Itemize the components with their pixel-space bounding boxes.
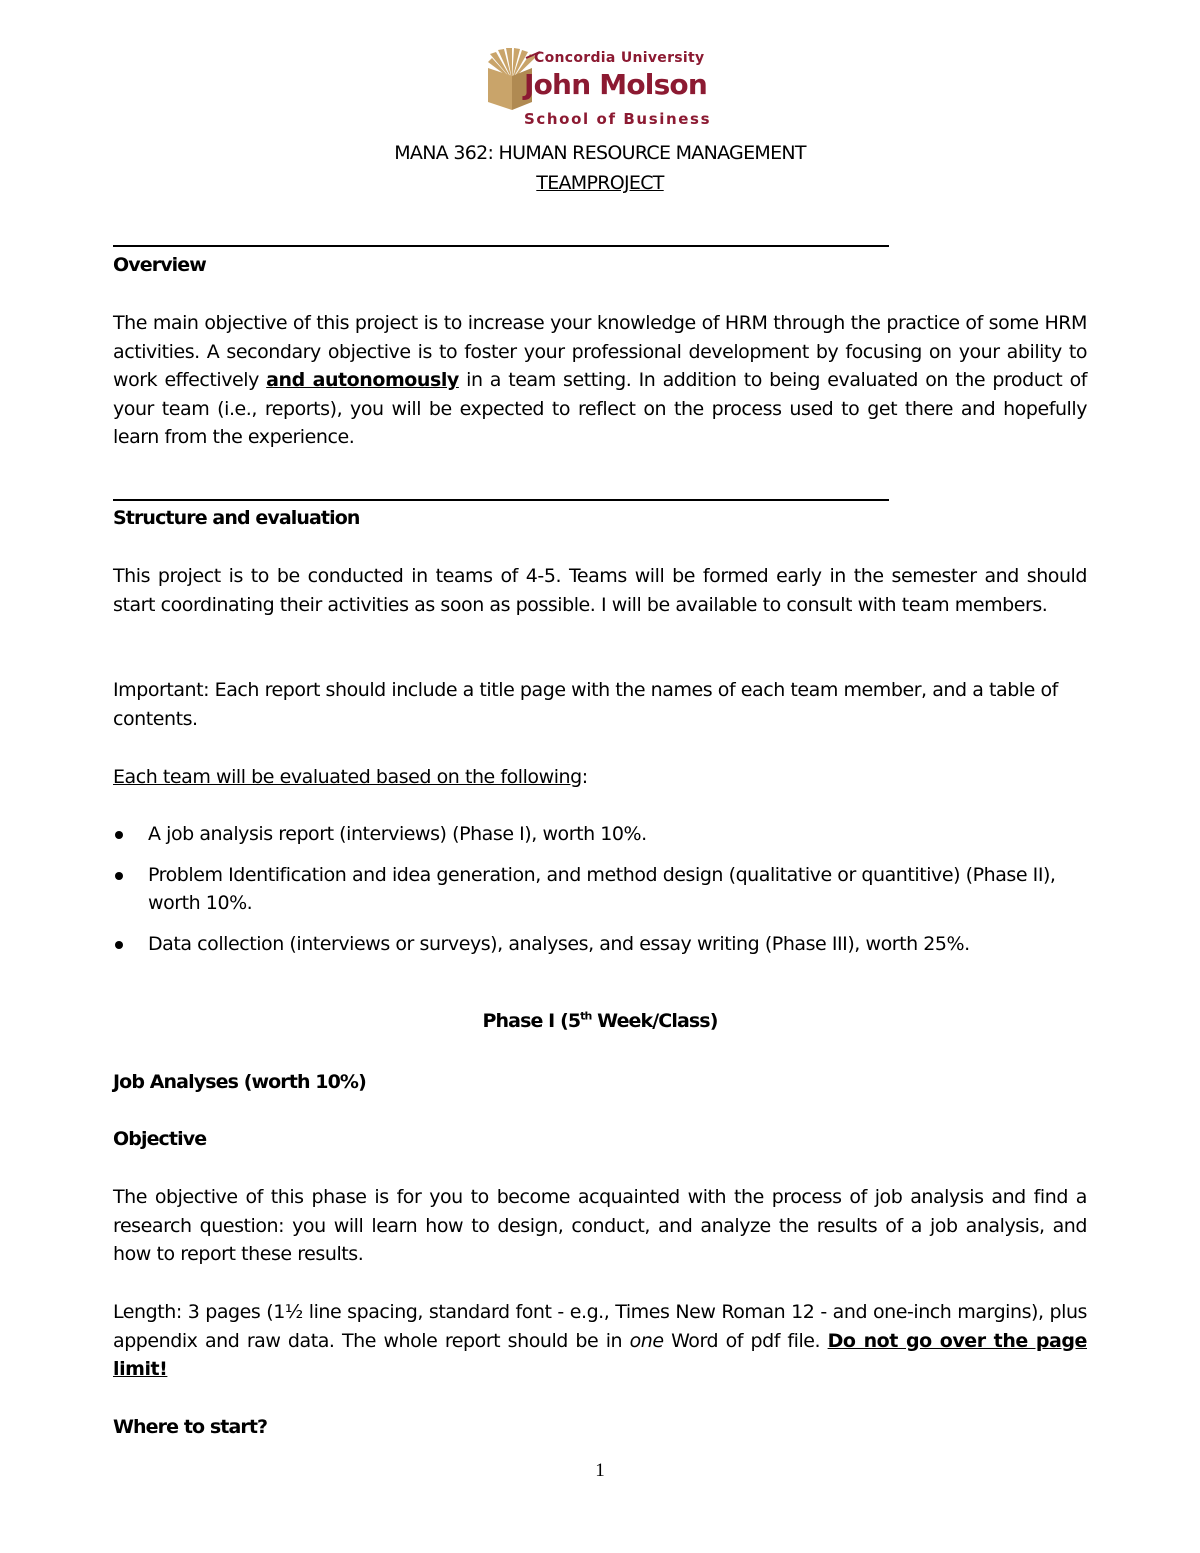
list-item: Data collection (interviews or surveys), analyses, and essay writing (Phase III), worth 25%. xyxy=(113,930,1087,959)
page-limit-warning: Do not go over the page limit! xyxy=(113,1329,1087,1381)
section-divider xyxy=(113,245,889,247)
logo-university-name: Concordia University xyxy=(534,50,705,66)
overview-emphasis: and autonomously xyxy=(266,369,459,392)
emphasis-one: one xyxy=(629,1329,664,1352)
section-divider xyxy=(113,499,889,501)
list-item: Problem Identification and idea generation, and method design (qualitative or quantitive) (Phase II), worth 10%. xyxy=(113,861,1087,918)
logo-school-name: John Molson xyxy=(524,68,708,101)
important-note: Important: Each report should include a title page with the names of each team member, and a table of contents. xyxy=(113,679,1058,730)
logo-school-subtitle: School of Business xyxy=(524,110,712,128)
where-to-start-heading: Where to start? xyxy=(113,1416,268,1438)
overview-heading: Overview xyxy=(113,254,206,276)
list-item: A job analysis report (interviews) (Phase I), worth 10%. xyxy=(113,820,1087,849)
objective-paragraph: The objective of this phase is for you to become acquainted with the process of job analysis and find a research question: you will learn how to design, conduct, and analyze the results of a job analysis, and how to report these results. xyxy=(113,1186,1087,1266)
overview-paragraph xyxy=(113,309,1087,452)
overview-text-start: The main objective of this project is to increase your knowledge of HRM through the practice of some HRM activities. A secondary objective is to foster your professional development by focusing on your ability to work effectively xyxy=(113,312,1087,392)
bullet-icon xyxy=(115,831,123,839)
evaluation-colon: : xyxy=(581,766,588,788)
evaluation-label: Each team will be evaluated based on the following xyxy=(113,766,582,788)
job-analyses-heading: Job Analyses (worth 10%) xyxy=(113,1071,366,1093)
objective-heading: Objective xyxy=(113,1128,207,1150)
evaluation-list xyxy=(113,820,1087,958)
evaluation-intro xyxy=(113,763,1087,792)
university-logo xyxy=(486,46,718,130)
phase-one-title: Phase I (5th Week/Class) xyxy=(482,1009,718,1032)
bullet-icon xyxy=(115,872,123,880)
structure-heading: Structure and evaluation xyxy=(113,507,360,529)
structure-paragraph: This project is to be conducted in teams of 4-5. Teams will be formed early in the semester and should start coordinating their activities as soon as possible. I will be available to consult with team members. xyxy=(113,565,1087,616)
course-title: MANA 362: HUMAN RESOURCE MANAGEMENT xyxy=(394,142,806,164)
overview-text-end: in a team setting. In addition to being evaluated on the product of your team (i.e., reports), you will be expected to reflect on the process used to get there and hopefully learn from the experience. xyxy=(113,369,1087,449)
bullet-icon xyxy=(115,941,123,949)
project-title: TEAMPROJECT xyxy=(536,172,664,194)
length-paragraph: Length: 3 pages (1½ line spacing, standard font - e.g., Times New Roman 12 - and one-inch margins), plus appendix and raw data. The whole report should be in one Word of pdf file. Do not go over the page limit! xyxy=(113,1301,1087,1381)
page-number: 1 xyxy=(595,1460,605,1481)
